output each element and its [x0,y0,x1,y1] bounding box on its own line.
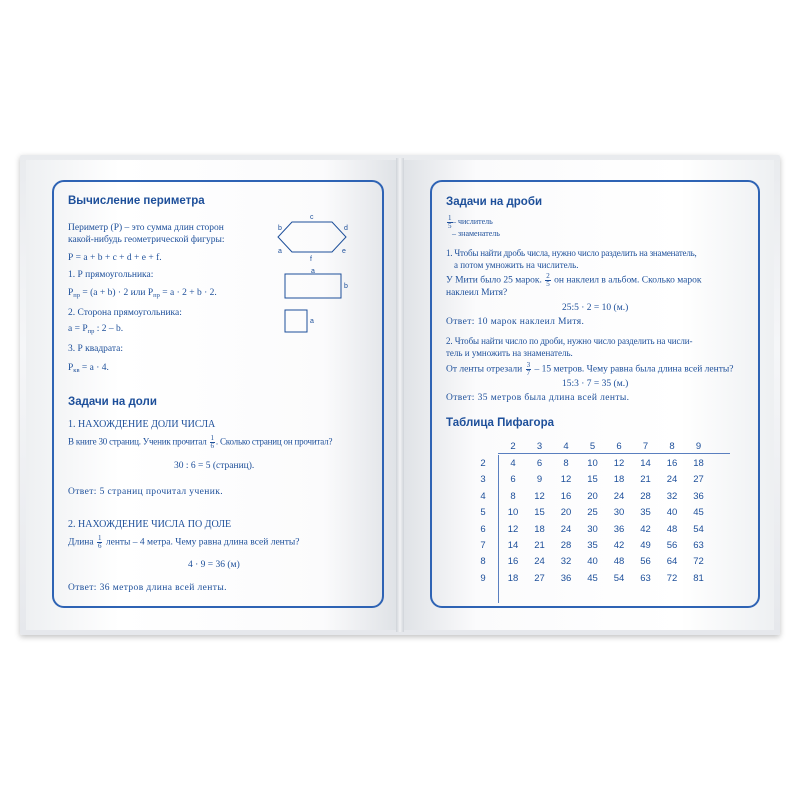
pythagoras-cell: 16 [507,556,519,568]
perimeter-definition-line2: какой-нибудь геометрической фигуры: [68,235,225,245]
pythagoras-row-header: 6 [480,523,486,535]
pythagoras-cell: 12 [507,523,519,535]
square-perimeter-formula: $Р_{кв} = a \cdot 4$. [68,363,109,374]
pythagoras-cell: 72 [693,556,704,568]
shares-answer-2: Ответ: 36 метров длина всей ленты. [68,583,227,593]
perimeter-definition-line1: Периметр (Р) – это сумма длин сторон [68,223,224,233]
pythagoras-header-cell: 2 [510,441,516,452]
pythagoras-cell: 24 [534,556,545,568]
perimeter-formula: Р = a + b + c + d + e + f. [68,253,162,263]
pythagoras-cell: 14 [640,458,651,469]
pythagoras-row-header: 3 [480,474,486,486]
pythagoras-cell: 45 [693,507,704,519]
pythagoras-cell: 54 [613,572,625,584]
pythagoras-cell: 42 [640,523,651,535]
pythagoras-cell: 16 [666,458,678,469]
pythagoras-cell: 25 [587,507,598,519]
pythagoras-cell: 20 [587,490,598,502]
fractions-title: Задачи на дроби [446,196,543,208]
pythagoras-cell: 54 [693,523,704,535]
pythagoras-cell: 30 [587,523,598,535]
shares-calc-1: 30 : 6 = 5 (страниц). [174,461,255,471]
pythagoras-cell: 21 [640,474,651,486]
pythagoras-cell: 16 [560,490,572,502]
pythagoras-title: Таблица Пифагора [446,417,555,429]
shares-calc-2: 4 · 9 = 36 (м) [188,560,240,570]
pythagoras-header-cell: 7 [642,441,649,452]
pythagoras-cell: 18 [613,474,625,486]
fractions-calc-2: 15:3 · 7 = 35 (м.) [562,379,629,389]
pythagoras-header-cell: 8 [669,441,675,452]
numerator-label: – числитель [452,217,493,226]
fractions-rule-2-line2: тель и умножить на знаменатель. [446,348,573,358]
hexagon-label-b: b [278,225,282,232]
square-perimeter-heading: 3. Р квадрата: [68,344,124,354]
fractions-rule-1-line2: а потом умножить на числитель. [454,260,579,270]
pythagoras-cell: 72 [666,572,678,584]
fractions-task-1-line2: наклеил Митя? [446,288,508,298]
pythagoras-cell: 42 [613,540,625,551]
pythagoras-cell: 32 [560,556,572,568]
square-figure [284,309,318,340]
hexagon-label-e: e [342,248,346,255]
shares-answer-1: Ответ: 5 страниц прочитал ученик. [68,487,224,497]
pythagoras-cell: 35 [640,507,651,519]
fractions-task-1: У Мити было 25 марок. $\frac{2}{5}$ он наклеил в альбом. Сколько марок [446,272,702,288]
rectangle-label-a: a [311,268,315,275]
pythagoras-cell: 24 [666,474,678,486]
pythagoras-header-cell: 5 [589,441,596,452]
pythagoras-cell: 10 [507,507,519,519]
pythagoras-cell: 20 [560,507,572,519]
pythagoras-cell: 10 [587,458,598,469]
pythagoras-cell: 40 [666,507,678,519]
pythagoras-row-header: 8 [480,556,486,568]
pythagoras-cell: 6 [536,458,543,469]
pythagoras-cell: 28 [640,490,651,502]
pythagoras-row-header: 2 [480,458,486,469]
pythagoras-cell: 40 [587,556,598,568]
pythagoras-cell: 28 [560,540,572,551]
rectangle-side-formula: $a = Р_{пр}$ : 2 – b. [68,324,124,335]
hexagon-label-a: a [278,248,282,255]
pythagoras-cell: 27 [534,572,545,584]
rectangle-figure [284,266,354,305]
pythagoras-cell: 48 [613,556,625,568]
pythagoras-cell: 36 [560,572,572,584]
fractions-rule-2-line1: 2. Чтобы найти число по дроби, нужно число разделить на числи- [446,336,693,346]
pythagoras-cell: 6 [510,474,516,486]
pythagoras-cell: 9 [536,474,543,486]
pythagoras-row-header: 4 [480,490,486,502]
fractions-task-2: От ленты отрезали $\frac{3}{7}$ – 15 метров. Чему равна была длина всей ленты? [446,361,734,377]
pythagoras-cell: 18 [534,523,545,535]
hexagon-label-c: c [310,214,314,221]
pythagoras-cell: 45 [587,572,598,584]
pythagoras-cell: 49 [640,540,651,551]
pythagoras-cell: 56 [640,556,651,568]
pythagoras-cell: 30 [613,507,625,519]
pythagoras-cell: 27 [693,474,704,486]
booklet-spine [396,158,404,632]
pythagoras-cell: 4 [510,458,516,469]
pythagoras-cell: 32 [666,490,678,502]
pythagoras-cell: 56 [666,540,678,551]
pythagoras-header-line [498,453,730,454]
pythagoras-row-line [498,455,499,603]
rectangle-perimeter-heading: 1. Р прямоугольника: [68,270,154,280]
hexagon-figure [270,212,360,267]
denominator-label: – знаменатель [452,229,500,238]
pythagoras-header-cell: 9 [695,441,702,452]
pythagoras-cell: 18 [693,458,704,469]
pythagoras-cell: 12 [560,474,572,486]
pythagoras-cell: 15 [534,507,545,519]
pythagoras-cell: 18 [507,572,519,584]
shares-task-1: В книге 30 страниц. Ученик прочитал $\frac{1}{6}$ . Сколько страниц он прочитал? [68,434,333,450]
pythagoras-cell: 24 [613,490,625,502]
hexagon-label-d: d [344,225,348,232]
square-label-a: a [310,318,314,325]
pythagoras-cell: 12 [613,458,625,469]
pythagoras-cell: 36 [693,490,704,502]
pythagoras-cell: 35 [587,540,598,551]
pythagoras-row-header: 9 [480,572,486,584]
pythagoras-header-cell: 6 [616,441,622,452]
pythagoras-cell: 24 [560,523,572,535]
pythagoras-cell: 63 [640,572,651,584]
pythagoras-cell: 81 [693,572,704,584]
pythagoras-cell: 8 [563,458,569,469]
pythagoras-cell: 36 [613,523,625,535]
pythagoras-header-cell: 3 [536,441,543,452]
pythagoras-cell: 14 [507,540,519,551]
pythagoras-row-header: 5 [480,507,486,519]
rectangle-perimeter-formula: $Р_{пр} = (a + b) \cdot 2$ или $Р_{пр} = a \cdot 2 + b \cdot 2$. [68,288,217,299]
fractions-calc-1: 25:5 · 2 = 10 (м.) [562,303,629,313]
pythagoras-cell: 64 [666,556,678,568]
shares-task-2: Длина $\frac{1}{6}$ ленты – 4 метра. Чему равна длина всей ленты? [68,534,300,550]
shares-subheading-2: 2. НАХОЖДЕНИЕ ЧИСЛА ПО ДОЛЕ [68,519,232,530]
pythagoras-cell: 21 [534,540,545,551]
fractions-answer-2: Ответ: 35 метров была длина всей ленты. [446,393,630,403]
pythagoras-cell: 12 [534,490,545,502]
pythagoras-cell: 8 [510,490,516,502]
rectangle-label-b: b [344,283,348,290]
fractions-answer-1: Ответ: 10 марок наклеил Митя. [446,317,585,327]
pythagoras-cell: 48 [666,523,678,535]
fractions-rule-1-line1: 1. Чтобы найти дробь числа, нужно число разделить на знаменатель, [446,248,697,258]
shares-subheading-1: 1. НАХОЖДЕНИЕ ДОЛИ ЧИСЛА [68,419,216,430]
hexagon-label-f: f [310,256,312,263]
perimeter-title: Вычисление периметра [68,195,205,207]
numerator-legend: $\frac{1}{5}$ [448,214,452,230]
rectangle-side-heading: 2. Сторона прямоугольника: [68,308,182,318]
shares-title: Задачи на доли [68,396,157,408]
pythagoras-row-header: 7 [480,540,486,551]
pythagoras-cell: 63 [693,540,704,551]
pythagoras-cell: 15 [587,474,598,486]
pythagoras-header-cell: 4 [563,441,569,452]
